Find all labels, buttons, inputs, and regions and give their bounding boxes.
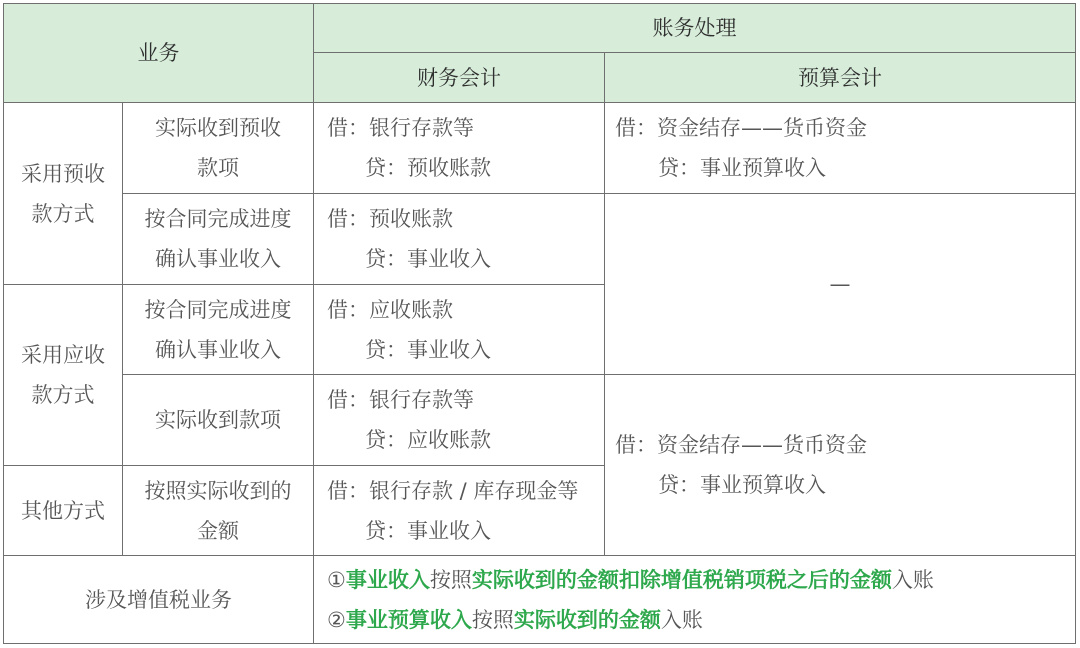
credit-line: 贷：事业收入 (365, 518, 491, 543)
business-advance-progress-revenue (123, 194, 314, 285)
table-row (4, 194, 1076, 285)
category-receivable-method (4, 285, 123, 466)
credit-line: 贷：预收账款 (365, 156, 491, 180)
note-suffix: 入账 (891, 567, 934, 592)
debit-line: 借：银行存款等 (327, 116, 474, 140)
header-accounting-treatment: 账务处理 (314, 4, 1076, 53)
business-text-line: 实际收到款项 (155, 408, 281, 432)
debit-line: 借：资金结存——货币资金 (615, 433, 867, 457)
table-row (4, 375, 1076, 466)
accounting-table (3, 3, 1076, 644)
credit-line: 贷：事业预算收入 (658, 473, 826, 497)
credit-line: 贷：应收账款 (365, 428, 491, 452)
category-text-line: 款方式 (31, 383, 95, 407)
business-actual-advance-received (123, 103, 314, 194)
business-text-line: 按照实际收到的 (144, 478, 292, 503)
business-actual-received (123, 375, 314, 466)
vat-label: 涉及增值税业务 (4, 556, 314, 644)
note-verb: 按照 (429, 567, 472, 592)
credit-line: 贷：事业收入 (365, 337, 491, 362)
header-budget-accounting: 预算会计 (605, 53, 1076, 103)
business-text-line: 款项 (197, 156, 239, 180)
category-text-line: 款方式 (31, 201, 95, 226)
header-financial-accounting: 财务会计 (314, 53, 605, 103)
budget-entry-received (605, 375, 1076, 556)
note-term: 事业收入 (345, 567, 430, 592)
financial-entry-receivable-progress (314, 285, 605, 375)
financial-entry-advance-received (314, 103, 605, 194)
business-text-line: 金额 (197, 518, 239, 543)
category-text-line: 采用应收 (21, 343, 105, 367)
credit-line: 贷：事业收入 (365, 247, 491, 271)
business-text-line: 确认事业收入 (155, 337, 281, 362)
business-actual-amount (123, 466, 314, 556)
debit-line: 借：资金结存——货币资金 (615, 116, 867, 140)
category-text-line: 其他方式 (21, 498, 105, 523)
vat-row (4, 556, 1076, 644)
note-suffix: 入账 (660, 607, 703, 632)
category-text-line: 采用预收 (21, 161, 105, 186)
category-advance-receipt-method (4, 103, 123, 285)
debit-line: 借：应收账款 (327, 297, 453, 322)
budget-entry-advance-received (605, 103, 1076, 194)
note-basis: 实际收到的金额 (513, 607, 661, 632)
vat-note-1 (327, 560, 1075, 600)
note-verb: 按照 (471, 607, 514, 632)
financial-entry-other (314, 466, 605, 556)
note-marker: ① (327, 567, 346, 592)
credit-line: 贷：事业预算收入 (658, 156, 826, 180)
business-text-line: 确认事业收入 (155, 247, 281, 271)
debit-line: 借：预收账款 (327, 207, 453, 231)
header-business: 业务 (4, 4, 314, 103)
note-term: 事业预算收入 (345, 607, 472, 632)
category-other-method (4, 466, 123, 556)
business-text-line: 按合同完成进度 (144, 207, 292, 231)
debit-line: 借：银行存款等 (327, 388, 474, 412)
business-text-line: 按合同完成进度 (144, 297, 292, 322)
business-receivable-progress-revenue (123, 285, 314, 375)
debit-line: 借：银行存款 / 库存现金等 (327, 478, 579, 503)
vat-note-2 (327, 600, 1075, 640)
table-row (4, 103, 1076, 194)
financial-entry-advance-progress (314, 194, 605, 285)
financial-entry-receivable-received (314, 375, 605, 466)
vat-notes (314, 556, 1076, 644)
budget-entry-not-applicable: — (605, 194, 1076, 375)
note-basis: 实际收到的金额扣除增值税销项税之后的金额 (471, 567, 892, 592)
business-text-line: 实际收到预收 (155, 116, 281, 140)
note-marker: ② (327, 607, 346, 632)
header-row-1 (4, 4, 1076, 53)
